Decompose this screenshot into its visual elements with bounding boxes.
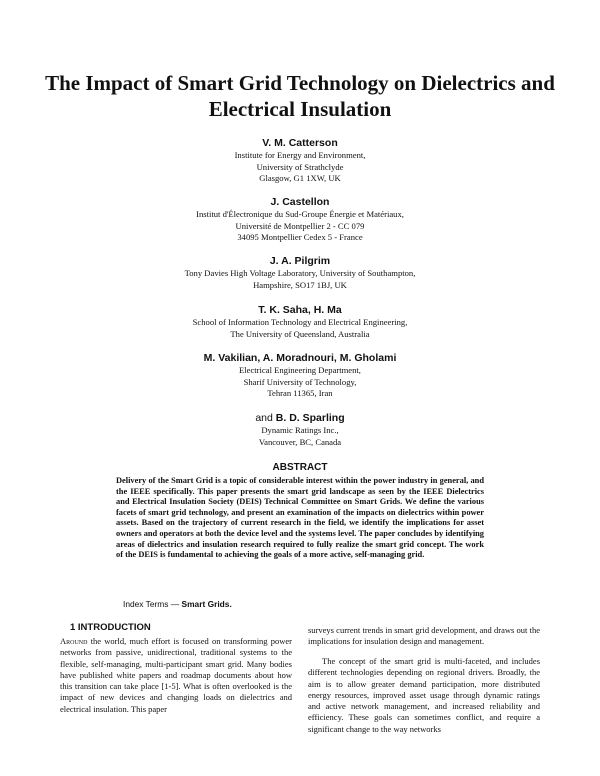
author-block <box>60 195 540 244</box>
affiliation-line: 34095 Montpellier Cedex 5 - France <box>237 232 363 242</box>
author-block <box>60 254 540 291</box>
affiliation-line: Institute for Energy and Environment, <box>234 150 366 160</box>
affiliation-line: Tehran 11365, Iran <box>267 388 333 398</box>
index-terms <box>123 599 483 609</box>
affiliation-line: Dynamic Ratings Inc., <box>261 425 339 435</box>
intro-text: the world, much effort is focused on transforming power networks from passive, unidirectional, traditional systems to the flexible, self-managing, multi-participant smart grid. Many bodies have published white papers and roadmap documents about how this transition can take place [1-5]. What is often overlooked is the impact of new devices and changing loads on dielectrics and electrical insulation. This paper <box>60 636 292 714</box>
author-names <box>60 411 540 425</box>
affiliation-line: School of Information Technology and Electrical Engineering, <box>192 317 408 327</box>
author-names: J. A. Pilgrim <box>269 255 331 267</box>
author-names: M. Vakilian, A. Moradnouri, M. Gholami <box>203 352 397 364</box>
intro-paragraph-left <box>60 636 292 715</box>
affiliation-line: Hampshire, SO17 1BJ, UK <box>253 279 347 290</box>
abstract-heading: ABSTRACT <box>272 462 328 473</box>
index-terms-value: Smart Grids. <box>181 599 232 609</box>
affiliation-line: Institut d'Électronique du Sud-Groupe Énergie et Matériaux, <box>196 209 404 219</box>
author-block <box>60 411 540 448</box>
affiliation-line: Tony Davies High Voltage Laboratory, University of Southampton, <box>184 268 416 278</box>
intro-paragraph-right-continued: surveys current trends in smart grid development, and draws out the implications for insulation design and management. <box>308 625 540 647</box>
affiliation-line: Université de Montpellier 2 - CC 079 <box>235 220 365 231</box>
section-heading-introduction: 1 INTRODUCTION <box>70 622 151 633</box>
author-names: T. K. Saha, H. Ma <box>258 304 342 316</box>
intro-lead-word: Around <box>60 636 88 646</box>
author-block <box>60 136 540 185</box>
author-name: B. D. Sparling <box>275 412 345 424</box>
abstract-text: Delivery of the Smart Grid is a topic of considerable interest within the power industry in general, and the IEEE specifically. This paper presents the smart grid landscape as seen by the IEEE Dielectrics and Electrical Insulation Society (DEIS) Technical Committee on Smart Grids. We define the various facets of smart grid technology, and present an examination of the impacts on dielectrics within power assets. Based on the trajectory of current research in the field, we identify the implications for asset owners and operators at both the device level and the systems level. The paper concludes by identifying areas of dielectrics and insulation research required to fully realize the smart grid concept. The work of the DEIS is fundamental to achieving the goals of a more active, self-managing grid. <box>116 476 484 560</box>
affiliation-line: Sharif University of Technology, <box>243 376 357 387</box>
affiliation-line: Electrical Engineering Department, <box>239 365 361 375</box>
author-names: J. Castellon <box>270 196 330 208</box>
author-block <box>60 351 540 400</box>
index-terms-separator: — <box>168 599 182 609</box>
author-conjunction: and <box>255 412 273 424</box>
affiliation-line: Vancouver, BC, Canada <box>258 436 342 447</box>
author-block <box>60 303 540 340</box>
author-names: V. M. Catterson <box>262 137 338 149</box>
affiliation-line: University of Strathclyde <box>256 161 344 172</box>
affiliation-line: The University of Queensland, Australia <box>230 328 370 339</box>
index-terms-label: Index Terms <box>123 599 169 609</box>
affiliation-line: Glasgow, G1 1XW, UK <box>259 173 341 183</box>
paper-title: The Impact of Smart Grid Technology on Dielectrics and Electrical Insulation <box>45 71 555 121</box>
intro-paragraph-right: The concept of the smart grid is multi-faceted, and includes different technologies depending on regional drivers. Broadly, the aim is to allow greater demand participation, more distributed energy resources, improved asset usage through dynamic ratings and active network management, and increased reliability and efficiency. These goals can sometimes conflict, and require a significant change to the way networks <box>308 656 540 734</box>
